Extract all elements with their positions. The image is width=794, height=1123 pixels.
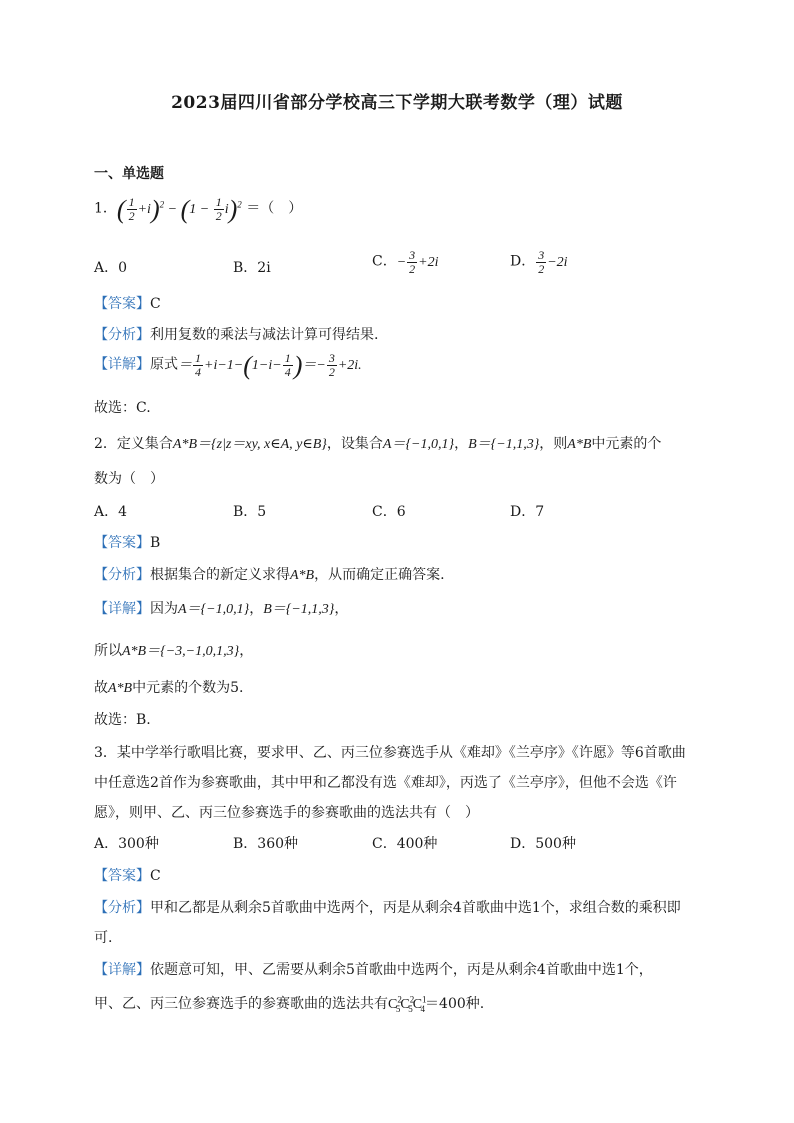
page-title: 2023届四川省部分学校高三下学期大联考数学（理）试题 — [171, 93, 623, 113]
q2-option-a: A．4 — [94, 504, 128, 520]
q3-answer: 【答案】C — [94, 868, 161, 884]
q2-option-d: D．7 — [510, 504, 545, 520]
q2-detail-hence: 故A*B中元素的个数为5. — [94, 680, 244, 696]
q1-option-d: D． $\frac{3}{2}$ −2i — [510, 248, 568, 276]
q3-stem-line2: 中任意选2首作为参赛歌曲，其中甲和乙都没有选《难却》，丙选了《兰亭序》，但他不会选《许 — [94, 775, 677, 791]
q3-option-c: C．400种 — [372, 836, 438, 852]
q2-analysis: 【分析】根据集合的新定义求得A*B，从而确定正确答案. — [94, 567, 445, 583]
q3-stem-line1: 3．某中学举行歌唱比赛，要求甲、乙、丙三位参赛选手从《难却》《兰亭序》《许愿》等6首歌曲 — [94, 745, 686, 761]
q3-analysis-line2: 可. — [94, 930, 113, 946]
q1-expression: ( $\frac{1}{2}$ +i)$^2$ − (1 − $\frac{1}{2}$ i)$^2$ — [116, 194, 242, 224]
q3-detail-line1: 【详解】依题意可知，甲、乙需要从剩余5首歌曲中选两个，丙是从剩余4首歌曲中选1个， — [94, 962, 653, 978]
q1-conclusion: 故选：C. — [94, 400, 151, 416]
q1-analysis: 【分析】利用复数的乘法与减法计算可得结果. — [94, 327, 379, 343]
q1-answer: 【答案】C — [94, 296, 161, 312]
q1-option-c: C．− $\frac{3}{2}$ +2i — [372, 248, 439, 276]
q3-analysis-line1: 【分析】甲和乙都是从剩余5首歌曲中选两个，丙是从剩余4首歌曲中选1个，求组合数的乘积即 — [94, 900, 681, 916]
q2-stem-line1: 2．定义集合A*B＝{z|z＝xy, x∈A, y∈B}，设集合A＝{−1,0,1}，B＝{−1,1,3}，则A*B中元素的个 — [94, 436, 662, 452]
q1-stem — [94, 196, 302, 223]
q2-option-c: C．6 — [372, 504, 406, 520]
analysis-tag: 【分析】 — [94, 327, 150, 343]
q2-detail-so: 所以A*B＝{−3,−1,0,1,3}， — [94, 643, 254, 659]
q2-conclusion: 故选：B. — [94, 712, 151, 728]
answer-tag: 【答案】 — [94, 296, 150, 312]
q1-option-b: B．2i — [233, 260, 271, 276]
q3-option-a: A．300种 — [94, 836, 159, 852]
detail-tag: 【详解】 — [94, 356, 150, 373]
q3-stem-line3: 愿》，则甲、乙、丙三位参赛选手的参赛歌曲的选法共有（ ） — [94, 805, 479, 821]
q1-detail: 【详解】原式＝ $\frac{1}{4}$ +i−1−(1−i− $\frac{1}{4}$ )＝− $\frac{3}{2}$ +2i. — [94, 350, 362, 380]
q3-option-d: D．500种 — [510, 836, 576, 852]
q1-number: 1． — [94, 200, 117, 217]
q2-stem-line2: 数为（ ） — [94, 471, 164, 487]
q3-option-b: B．360种 — [233, 836, 299, 852]
section-heading: 一、单选题 — [94, 166, 164, 182]
q1-option-a: A．0 — [94, 260, 128, 276]
q2-answer: 【答案】B — [94, 535, 161, 551]
q1-stem-tail: ＝（ ） — [246, 200, 303, 217]
q2-detail: 【详解】因为A＝{−1,0,1}，B＝{−1,1,3}， — [94, 601, 349, 617]
q3-detail-line2: 甲、乙、丙三位参赛选手的参赛歌曲的选法共有$C^2_5C^2_5C^1_4=400$种. — [94, 994, 485, 1014]
q2-option-b: B．5 — [233, 504, 267, 520]
